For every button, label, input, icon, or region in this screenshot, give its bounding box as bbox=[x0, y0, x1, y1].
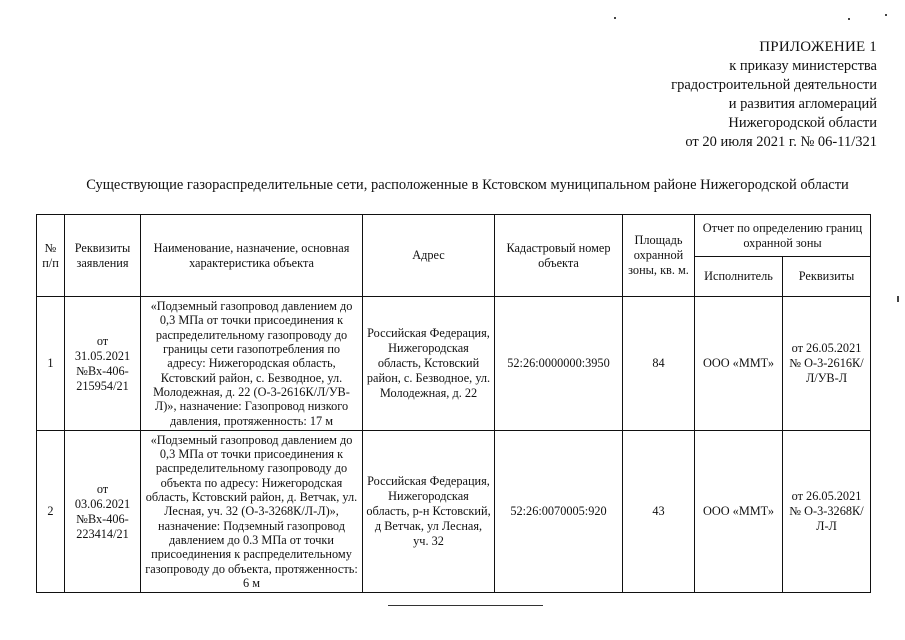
header-report-requisites: Реквизиты bbox=[783, 257, 871, 297]
row-number: 2 bbox=[37, 431, 65, 593]
appendix-line: Нижегородской области bbox=[728, 115, 877, 131]
header-executor: Исполнитель bbox=[695, 257, 783, 297]
object-address: Российская Федерация, Нижегородская область, Кстовский район, с. Безводное, ул. Молодежная, д. 22 bbox=[363, 297, 495, 431]
cadastral-number: 52:26:0070005:920 bbox=[495, 431, 623, 593]
object-description: «Подземный газопровод давлением до 0,3 МПа от точки присоединения к распределительному газопроводу до объекта по адресу: Нижегородская область, Кстовский район, д. Ветчак, ул. Лесная, уч. 32 (О-3-3268К/Л-Л)», назначение: Подземный газопровод давлением до 0.3 МПа от точки присоединения к распределительному газопроводу до объекта, протяженность: 6 м bbox=[141, 431, 363, 593]
scan-speck bbox=[897, 296, 899, 302]
scan-speck bbox=[614, 17, 616, 19]
cadastral-number: 52:26:0000000:3950 bbox=[495, 297, 623, 431]
appendix-line: к приказу министерства bbox=[729, 58, 877, 74]
header-address: Адрес bbox=[363, 215, 495, 297]
report-requisites: от 26.05.2021 № О-3-2616К/Л/УВ-Л bbox=[783, 297, 871, 431]
report-executor: ООО «ММТ» bbox=[695, 297, 783, 431]
zone-area: 84 bbox=[623, 297, 695, 431]
page-bottom-rule bbox=[388, 605, 543, 606]
object-address: Российская Федерация, Нижегородская область, р-н Кстовский, д Ветчак, ул Лесная, уч. 32 bbox=[363, 431, 495, 593]
header-report: Отчет по определению границ охранной зоны bbox=[695, 215, 871, 257]
scan-speck bbox=[885, 14, 887, 16]
appendix-line: градостроительной деятельности bbox=[671, 77, 877, 93]
object-description: «Подземный газопровод давлением до 0,3 МПа от точки присоединения к распределительному газопроводу до границы сети газопотребления по адресу: Нижегородская область, Кстовский район, с. Безводное, ул. Молодежная, д. 22 (О-3-2616К/Л/УВ-Л)», назначение: Газопровод низкого давления, протяженность: 17 м bbox=[141, 297, 363, 431]
appendix-line: и развития агломераций bbox=[728, 96, 877, 112]
header-object-name: Наименование, назначение, основная характеристика объекта bbox=[141, 215, 363, 297]
application-requisites: от 31.05.2021 №Вх-406-215954/21 bbox=[65, 297, 141, 431]
table-row bbox=[37, 431, 871, 593]
scan-speck bbox=[848, 18, 850, 20]
document-title: Существующие газораспределительные сети, расположенные в Кстовском муниципальном районе Нижегородской области bbox=[86, 177, 849, 193]
report-executor: ООО «ММТ» bbox=[695, 431, 783, 593]
header-protection-zone-area: Площадь охранной зоны, кв. м. bbox=[623, 215, 695, 297]
header-cadastral-number: Кадастровый номер объекта bbox=[495, 215, 623, 297]
row-number: 1 bbox=[37, 297, 65, 431]
appendix-title: ПРИЛОЖЕНИЕ 1 bbox=[759, 39, 877, 55]
application-requisites: от 03.06.2021 №Вх-406-223414/21 bbox=[65, 431, 141, 593]
table-row bbox=[37, 297, 871, 431]
gas-network-table bbox=[36, 214, 871, 593]
header-number: № п/п bbox=[37, 215, 65, 297]
appendix-header bbox=[671, 38, 877, 152]
header-application-requisites: Реквизиты заявления bbox=[65, 215, 141, 297]
report-requisites: от 26.05.2021 № О-3-3268К/Л-Л bbox=[783, 431, 871, 593]
zone-area: 43 bbox=[623, 431, 695, 593]
appendix-order-date: от 20 июля 2021 г. № 06-11/321 bbox=[685, 134, 877, 150]
